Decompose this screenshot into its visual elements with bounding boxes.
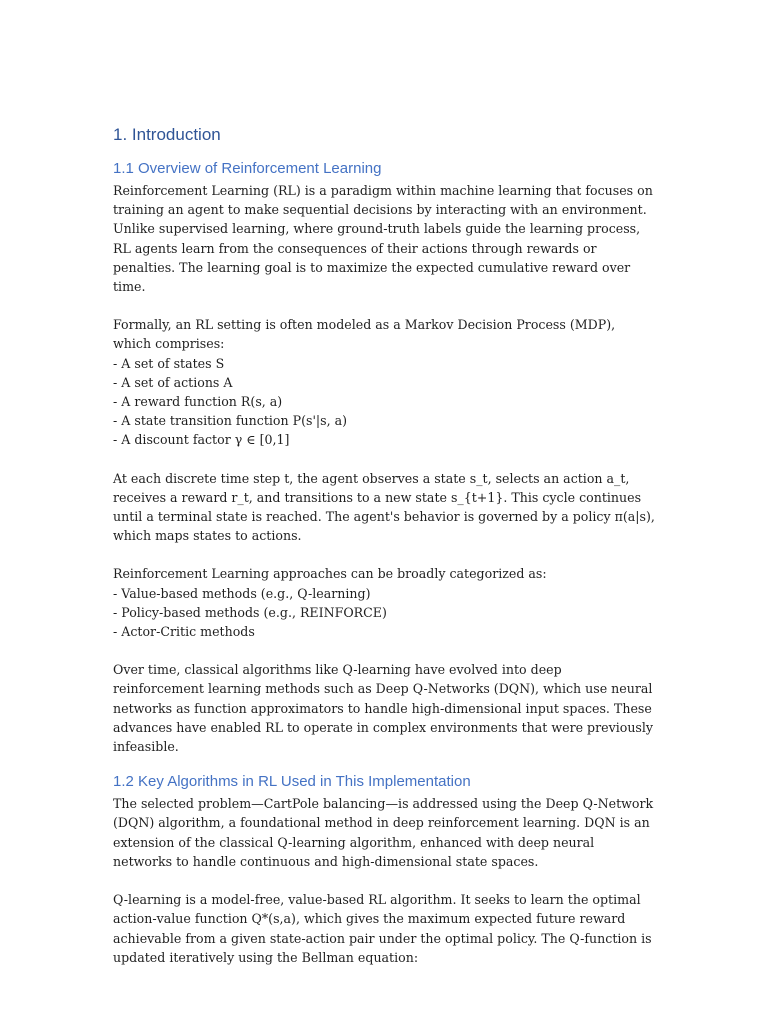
paragraph-mdp-components: Formally, an RL setting is often modeled as a Markov Decision Process (MDP), which comprises: - A set of states S - A set of actions A - A reward function R(s, a) - A state transition function P(s'|s, a) - A discount factor γ ∈ [0,1]	[113, 317, 616, 448]
section-1-2	[113, 771, 655, 967]
section-heading-1-1: 1.1 Overview of Reinforcement Learning	[113, 160, 382, 177]
paragraph-time-step-cycle: At each discrete time step t, the agent observes a state s_t, selects an action a_t, receives a reward r_t, and transitions to a new state s_{t+1}. This cycle continues until a terminal state is reached. The agent's behavior is governed by a policy π(a|s), which maps states to actions.	[113, 470, 655, 544]
main-heading: 1. Introduction	[113, 125, 221, 144]
paragraph-q-learning: Q-learning is a model-free, value-based RL algorithm. It seeks to learn the optimal action-value function Q*(s,a), which gives the maximum expected future reward achievable from a given state-action pair under the optimal policy. The Q-function is updated iteratively using the Bellman equation:	[113, 892, 652, 965]
section-heading-1-2: 1.2 Key Algorithms in RL Used in This Implementation	[113, 773, 471, 791]
document-page	[113, 122, 655, 986]
paragraph-rl-definition: Reinforcement Learning (RL) is a paradigm within machine learning that focuses on training an agent to make sequential decisions by interacting with an environment. Unlike supervised learning, where ground-truth labels guide the learning process, RL agents learn from the consequences of their actions through rewards or penalties. The learning goal is to maximize the expected cumulative reward over time.	[113, 183, 653, 295]
section-1-1	[113, 158, 655, 756]
paragraph-rl-categories: Reinforcement Learning approaches can be broadly categorized as: - Value-based methods (e.g., Q-learning) - Policy-based methods (e.g., REINFORCE) - Actor-Critic methods	[113, 566, 547, 640]
paragraph-cartpole-dqn: The selected problem—CartPole balancing—is addressed using the Deep Q-Network (DQN) algorithm, a foundational method in deep reinforcement learning. DQN is an extension of the classical Q-learning algorithm, enhanced with deep neural networks to handle continuous and high-dimensional state spaces.	[113, 796, 654, 869]
paragraph-deep-rl: Over time, classical algorithms like Q-learning have evolved into deep reinforcement learning methods such as Deep Q-Networks (DQN), which use neural networks as function approximators to handle high-dimensional input spaces. These advances have enabled RL to operate in complex environments that were previously infeasible.	[113, 662, 654, 755]
